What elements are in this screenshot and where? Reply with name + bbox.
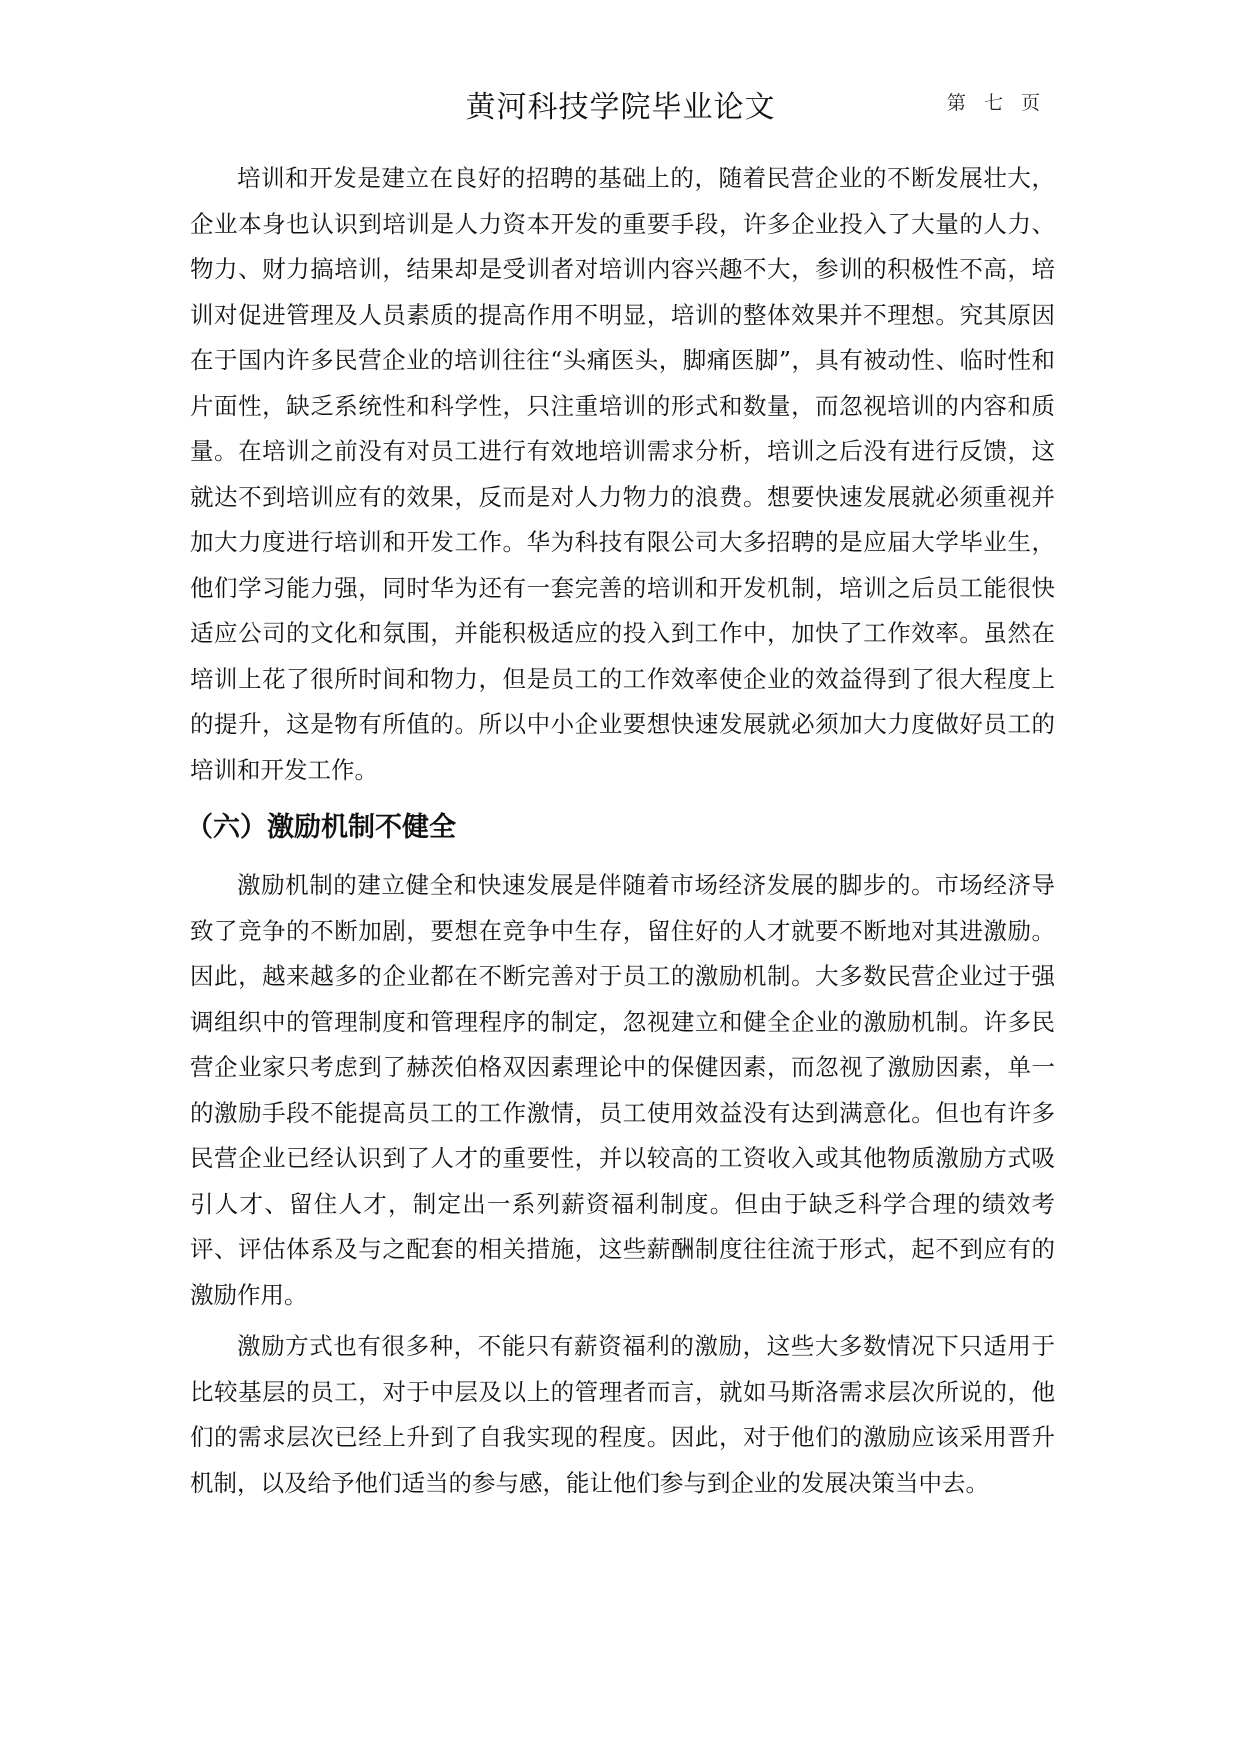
- paragraph-incentive-methods: 激励方式也有很多种，不能只有薪资福利的激励，这些大多数情况下只适用于比较基层的员工，对于中层及以上的管理者而言，就如马斯洛需求层次所说的，他们的需求层次已经上升到了自我实现的程度。因此，对于他们的激励应该采用晋升机制，以及给予他们适当的参与感，能让他们参与到企业的发展决策当中去。: [190, 1332, 1055, 1497]
- document-header-title: 黄河科技学院毕业论文: [465, 90, 776, 125]
- page-number: 第 七 页: [946, 92, 1046, 114]
- section-heading: （六）激励机制不健全: [186, 812, 456, 843]
- paragraph-incentive-mechanism: 激励机制的建立健全和快速发展是伴随着市场经济发展的脚步的。市场经济导致了竞争的不断加剧，要想在竞争中生存，留住好的人才就要不断地对其进激励。因此，越来越多的企业都在不断完善对于员工的激励机制。大多数民营企业过于强调组织中的管理制度和管理程序的制定，忽视建立和健全企业的激励机制。许多民营企业家只考虑到了赫茨伯格双因素理论中的保健因素，而忽视了激励因素，单一的激励手段不能提高员工的工作激情，员工使用效益没有达到满意化。但也有许多民营企业已经认识到了人才的重要性，并以较高的工资收入或其他物质激励方式吸引人才、留住人才，制定出一系列薪资福利制度。但由于缺乏科学合理的绩效考评、评估体系及与之配套的相关措施，这些薪酬制度往往流于形式，起不到应有的激励作用。: [190, 871, 1055, 1309]
- paragraph-training: 培训和开发是建立在良好的招聘的基础上的，随着民营企业的不断发展壮大，企业本身也认识到培训是人力资本开发的重要手段，许多企业投入了大量的人力、物力、财力搞培训，结果却是受训者对培训内容兴趣不大，参训的积极性不高，培训对促进管理及人员素质的提高作用不明显，培训的整体效果并不理想。究其原因在于国内许多民营企业的培训往往“头痛医头，脚痛医脚”，具有被动性、临时性和片面性，缺乏系统性和科学性，只注重培训的形式和数量，而忽视培训的内容和质量。在培训之前没有对员工进行有效地培训需求分析，培训之后没有进行反馈，这就达不到培训应有的效果，反而是对人力物力的浪费。想要快速发展就必须重视并加大力度进行培训和开发工作。华为科技有限公司大多招聘的是应届大学毕业生，他们学习能力强，同时华为还有一套完善的培训和开发机制，培训之后员工能很快适应公司的文化和氛围，并能积极适应的投入到工作中，加快了工作效率。虽然在培训上花了很所时间和物力，但是员工的工作效率使企业的效益得到了很大程度上的提升，这是物有所值的。所以中小企业要想快速发展就必须加大力度做好员工的培训和开发工作。: [190, 164, 1055, 784]
- document-body: [186, 156, 1055, 1506]
